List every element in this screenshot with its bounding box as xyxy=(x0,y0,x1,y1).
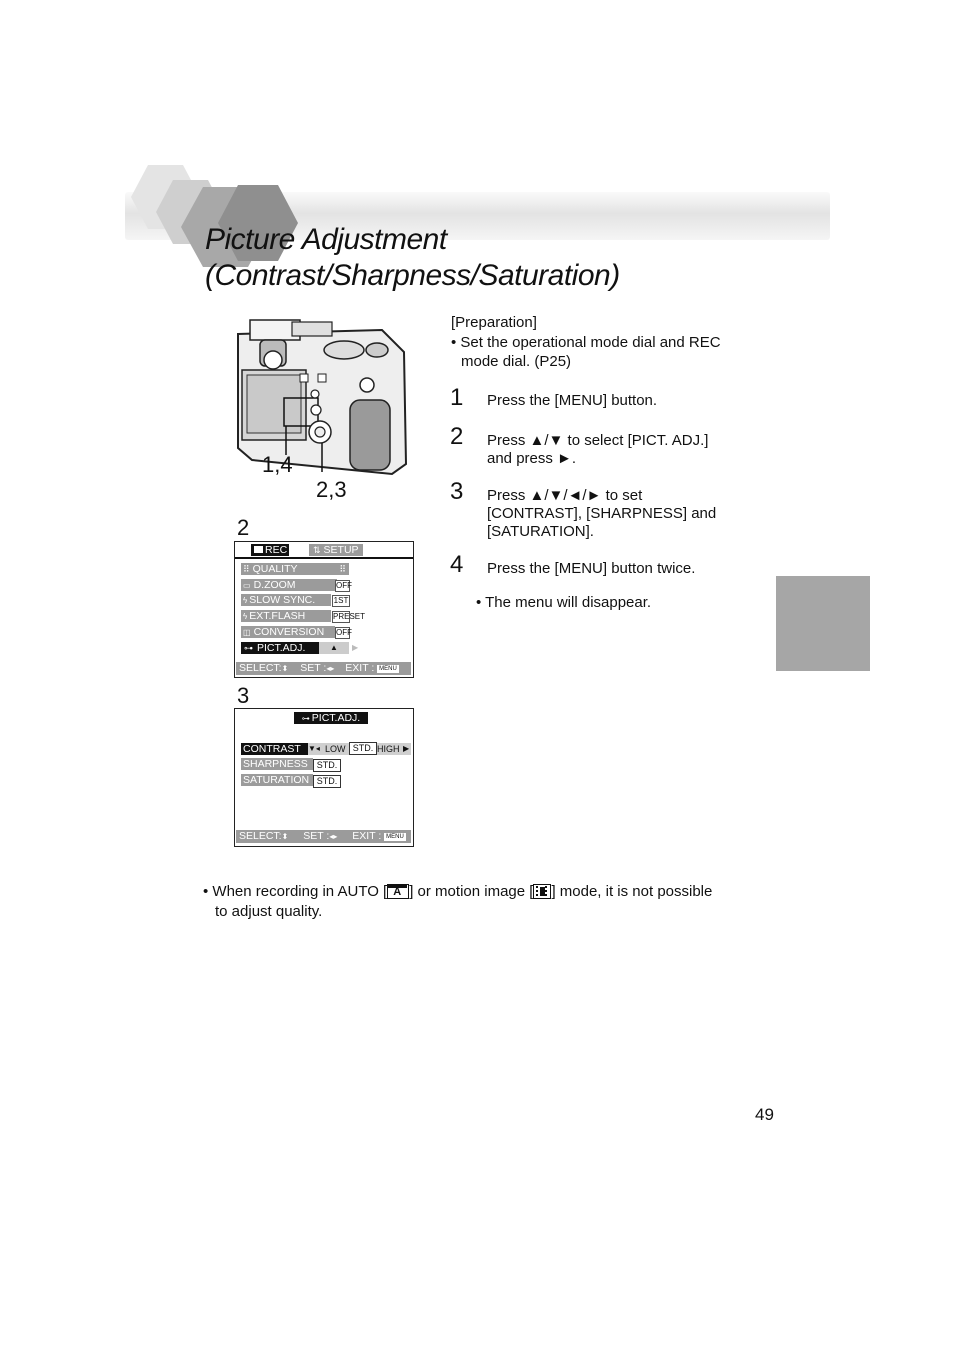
conversion-value: OFF xyxy=(336,628,352,637)
footer-exit: EXIT : xyxy=(345,662,375,674)
up-down-icon: ⬍ xyxy=(281,832,289,841)
menu-item-quality xyxy=(241,563,349,575)
pict-adj-header xyxy=(294,712,368,724)
wrench-icon: ⊶ xyxy=(301,714,310,723)
page-title xyxy=(205,222,620,294)
preparation-bullet: • Set the operational mode dial and REC xyxy=(451,333,721,351)
preparation-block xyxy=(451,313,761,372)
conversion-icon: ◫ xyxy=(243,628,251,637)
menu-item-dzoom xyxy=(241,579,337,591)
film-perforation-right xyxy=(545,886,549,896)
step-3-line-3: [SATURATION]. xyxy=(487,523,594,540)
sharpness-label: SHARPNESS xyxy=(241,758,313,770)
motion-image-icon xyxy=(533,884,551,899)
bottom-note-line-2: to adjust quality. xyxy=(215,903,323,920)
saturation-label: SATURATION xyxy=(241,774,313,786)
footer-bar xyxy=(236,830,411,843)
camera-icon xyxy=(254,546,263,553)
auto-icon-letter: A xyxy=(393,886,402,898)
step-4-text xyxy=(487,560,757,578)
sharpness-value: STD. xyxy=(313,759,341,772)
page-number: 49 xyxy=(755,1105,774,1124)
menu-item-label: CONVERSION xyxy=(253,626,325,638)
pict-adj-value: ▲ xyxy=(319,642,349,654)
footer-set: SET : xyxy=(300,662,327,674)
preparation-heading: [Preparation] xyxy=(451,314,537,331)
flash-icon: ϟ xyxy=(243,612,248,621)
step-3-line-1: Press ▲/▼/◄/► to set xyxy=(487,487,643,504)
menu-item-ext-flash xyxy=(241,610,331,622)
camera-label-left: 1,4 xyxy=(262,452,293,477)
menu-item-label: QUALITY xyxy=(252,563,298,575)
footer-select: SELECT: xyxy=(239,830,282,842)
contrast-arrows-icon: ▼◂ xyxy=(308,744,320,753)
title-line-1: Picture Adjustment xyxy=(205,223,447,256)
side-tab xyxy=(776,576,870,671)
pict-adj-header-label: PICT.ADJ. xyxy=(311,712,361,724)
wrench-icon: ⇅ xyxy=(313,545,321,555)
right-arrow-icon: ▶ xyxy=(352,643,359,652)
step-2-line-2: and press ►. xyxy=(487,450,577,467)
contrast-low: LOW xyxy=(325,744,346,754)
zoom-icon: ▭ xyxy=(243,581,251,590)
menu-item-label: D.ZOOM xyxy=(253,579,296,591)
bottom-note-part-2: ] or motion image [ xyxy=(409,883,534,900)
step-4-number: 4 xyxy=(450,551,464,578)
bottom-note-part-1: • When recording in AUTO [ xyxy=(203,883,388,900)
menu-screen-rec xyxy=(234,541,414,678)
step-2-number: 2 xyxy=(450,423,464,450)
tab-rec xyxy=(251,544,289,556)
step-2-line-1: Press ▲/▼ to select [PICT. ADJ.] xyxy=(487,432,709,449)
contrast-high: HIGH xyxy=(377,744,400,754)
step-1-number: 1 xyxy=(450,384,464,411)
menu-key-icon: MENU xyxy=(379,666,397,672)
tab-setup xyxy=(309,544,363,556)
step-3-text xyxy=(487,487,767,541)
menu-screen-pict-adj xyxy=(234,708,414,847)
slow-sync-value: 1ST xyxy=(333,596,349,605)
menu-item-label: EXT.FLASH xyxy=(249,610,306,622)
step-4-note: • The menu will disappear. xyxy=(476,594,652,611)
slow-sync-icon: ϟ xyxy=(243,596,248,605)
bottom-note-line-1 xyxy=(203,882,763,902)
tab-setup-label: SETUP xyxy=(323,544,359,556)
left-right-icon: ◂▸ xyxy=(329,832,338,841)
menu-item-label: PICT.ADJ. xyxy=(257,642,306,654)
menu-item-label: SLOW SYNC. xyxy=(249,594,316,606)
right-arrow-icon: ▶ xyxy=(403,744,410,753)
title-line-2: (Contrast/Sharpness/Saturation) xyxy=(205,259,620,292)
footer-bar xyxy=(236,662,411,675)
step-1-line-1: Press the [MENU] button. xyxy=(487,392,658,409)
menu-item-conversion xyxy=(241,626,335,638)
tab-rec-label: REC xyxy=(265,544,288,556)
quality-value-icon: ⠿ xyxy=(339,564,346,574)
menu-key-icon: MENU xyxy=(386,834,404,840)
up-down-icon: ⬍ xyxy=(281,664,289,673)
contrast-label: CONTRAST xyxy=(241,743,309,755)
wrench-icon: ⊶ xyxy=(244,643,253,653)
camera-label-right: 2,3 xyxy=(316,477,347,502)
quality-icon: ⠿ xyxy=(243,564,250,574)
saturation-value: STD. xyxy=(313,775,341,788)
contrast-std: STD. xyxy=(349,742,377,755)
step-1-text xyxy=(487,392,757,410)
footer-exit: EXIT : xyxy=(352,830,382,842)
step-3-line-2: [CONTRAST], [SHARPNESS] and xyxy=(487,505,717,522)
ext-flash-value: PRESET xyxy=(333,612,366,621)
screen-2-number: 2 xyxy=(237,515,250,540)
screen-3-number: 3 xyxy=(237,683,250,708)
menu-item-slow-sync xyxy=(241,594,331,606)
bottom-note xyxy=(203,882,763,922)
step-3-number: 3 xyxy=(450,478,464,505)
footer-set: SET : xyxy=(303,830,330,842)
auto-mode-icon xyxy=(387,884,409,899)
menu-item-pict-adj xyxy=(241,642,319,654)
dzoom-value: OFF xyxy=(336,581,352,590)
step-2-text xyxy=(487,432,757,468)
preparation-bullet-cont: mode dial. (P25) xyxy=(461,353,572,370)
footer-select: SELECT: xyxy=(239,662,282,674)
tab-divider xyxy=(235,557,413,559)
left-right-icon: ◂▸ xyxy=(326,664,335,673)
step-4-line-1: Press the [MENU] button twice. xyxy=(487,560,696,577)
bottom-note-part-3: ] mode, it is not possible xyxy=(551,883,713,900)
